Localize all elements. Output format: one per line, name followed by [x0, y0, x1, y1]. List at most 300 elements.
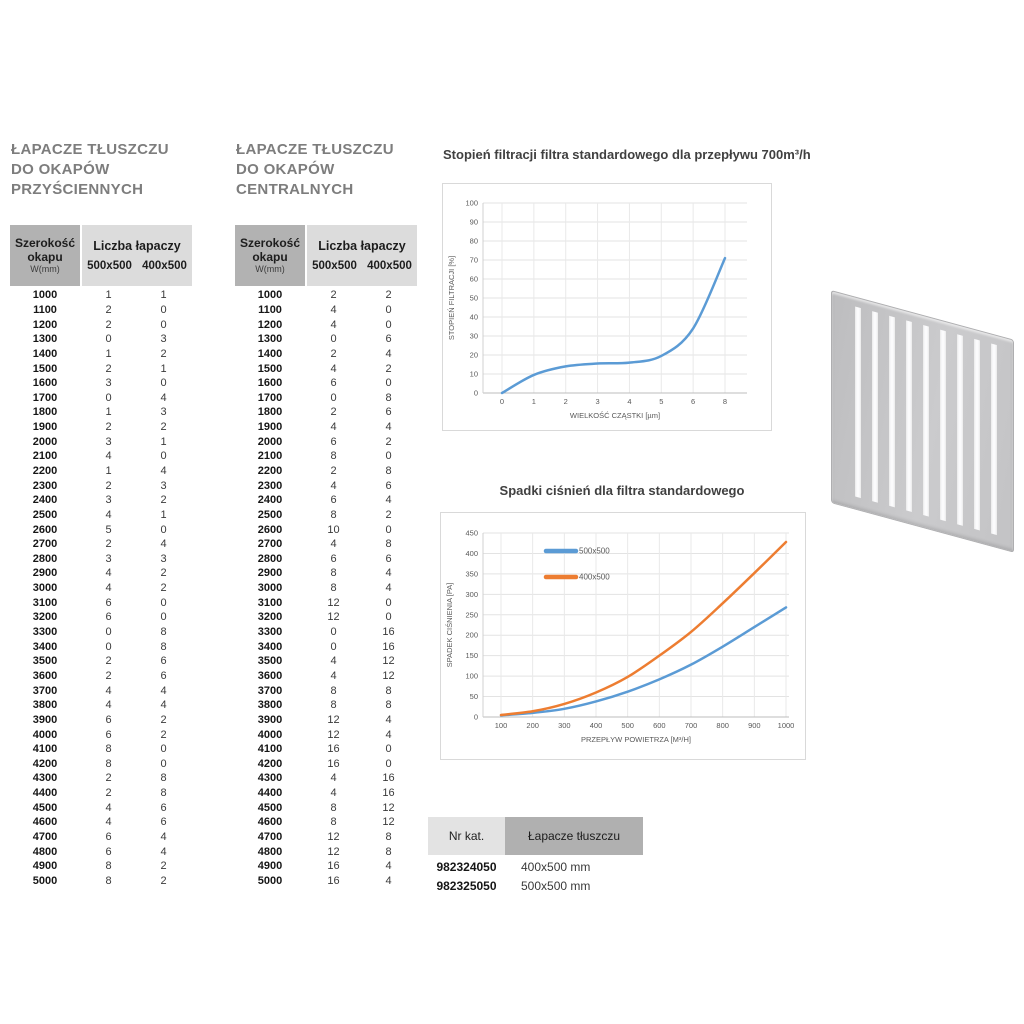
table-cell: 0: [385, 303, 392, 316]
table-row: [235, 669, 417, 684]
table-row: [10, 376, 192, 391]
table-cell: 2: [105, 669, 112, 682]
chart-text: 1000: [777, 721, 795, 730]
table-cell: 0: [330, 626, 337, 639]
table-row: [235, 552, 417, 567]
table-cell: 3500: [257, 655, 283, 668]
table-row: [10, 727, 192, 742]
table-cell: 4: [105, 450, 112, 463]
table-cell: 4: [385, 874, 392, 887]
table-cell: 2: [385, 508, 392, 521]
table-cell: 2: [330, 289, 337, 302]
chart-text: 0: [499, 397, 505, 406]
table-cell: 4: [330, 772, 337, 785]
table-cell: 12: [327, 845, 340, 858]
table-row: [10, 683, 192, 698]
table-cell: 3: [160, 406, 167, 419]
table-cell: 1900: [257, 421, 283, 434]
header-text: W(mm): [255, 264, 285, 274]
catalog-number: 982324050: [436, 859, 497, 874]
pressure-drop-chart-svg: [441, 513, 805, 759]
table-row: [10, 815, 192, 830]
table-cell: 0: [160, 450, 167, 463]
chart-text: 800: [716, 721, 729, 730]
table-cell: 2: [160, 713, 167, 726]
table-row: [10, 859, 192, 874]
table-cell: 4100: [257, 743, 283, 756]
table-cell: 4600: [32, 816, 58, 829]
table-row: [235, 405, 417, 420]
table-row: [10, 420, 192, 435]
table-row: [235, 493, 417, 508]
table-cell: 4200: [257, 757, 283, 770]
table-row: [10, 830, 192, 845]
table-cell: 2: [105, 772, 112, 785]
table-cell: 0: [385, 596, 392, 609]
table-cell: 1600: [32, 377, 58, 390]
table-cell: 2: [160, 582, 167, 595]
series-line: [502, 258, 725, 393]
table-cell: 1400: [257, 347, 283, 360]
table-row: [235, 683, 417, 698]
table-cell: 4300: [32, 772, 58, 785]
chart-text: 700: [684, 721, 698, 730]
table-cell: 5000: [32, 874, 58, 887]
table-cell: 8: [160, 640, 167, 653]
table-cell: 5000: [257, 874, 283, 887]
chart-text: 90: [469, 217, 478, 227]
table-row: [235, 713, 417, 728]
table-cell: 0: [385, 757, 392, 770]
table-row: [235, 815, 417, 830]
table-cell: 1: [160, 435, 167, 448]
table-cell: 3900: [257, 713, 283, 726]
table-cell: 4: [105, 801, 112, 814]
table-row: [235, 859, 417, 874]
table-cell: 3000: [257, 582, 283, 595]
chart-text: 0: [473, 712, 478, 722]
table-cell: 1000: [257, 289, 283, 302]
table-cell: 6: [385, 552, 392, 565]
table-cell: 2400: [32, 494, 58, 507]
table-cell: 4: [160, 538, 167, 551]
table-cell: 1100: [33, 303, 57, 316]
table-cell: 0: [160, 523, 167, 536]
table-cell: 6: [160, 816, 167, 829]
table-cell: 8: [160, 626, 167, 639]
chart-text: 200: [526, 721, 539, 730]
table-cell: 2600: [32, 523, 58, 536]
chart-text: STOPIEŃ FILTRACJI [%]: [447, 255, 456, 341]
width-column-header: [10, 225, 80, 286]
table-cell: 3800: [32, 699, 58, 712]
central-table-title: [236, 140, 394, 200]
central-table-header: [235, 225, 417, 286]
table-cell: 3500: [32, 655, 58, 668]
table-row: [10, 522, 192, 537]
table-cell: 1300: [32, 333, 58, 346]
chart-text: 400: [465, 548, 478, 558]
table-cell: 2300: [32, 479, 58, 492]
table-cell: 3: [160, 552, 167, 565]
table-cell: 2200: [257, 465, 283, 477]
table-cell: 6: [160, 801, 167, 814]
count-column-header: [82, 225, 192, 286]
table-cell: 4: [330, 318, 337, 331]
table-cell: 0: [160, 611, 167, 624]
table-cell: 2: [385, 289, 392, 302]
table-cell: 16: [382, 772, 395, 785]
table-row: [10, 552, 192, 567]
table-cell: 3900: [32, 713, 58, 726]
table-row: [235, 581, 417, 596]
catalog-header-nr-kat: Nr kat.: [428, 817, 505, 855]
table-cell: 0: [105, 640, 112, 653]
table-cell: 1: [105, 347, 112, 360]
table-row: [235, 420, 417, 435]
table-cell: 6: [385, 479, 392, 492]
table-cell: 4100: [32, 743, 58, 756]
table-cell: 4: [330, 303, 337, 316]
table-row: [235, 434, 417, 449]
table-row: [235, 800, 417, 815]
table-cell: 0: [160, 596, 167, 609]
table-cell: 2: [160, 567, 167, 580]
catalog-row: [428, 878, 643, 893]
table-cell: 8: [330, 508, 337, 521]
table-cell: 6: [105, 611, 112, 624]
table-cell: 8: [105, 743, 112, 756]
chart-text: 200: [465, 630, 478, 640]
table-cell: 8: [330, 816, 337, 829]
table-row: [10, 844, 192, 859]
table-row: [235, 361, 417, 376]
table-row: [235, 610, 417, 625]
table-cell: 1200: [257, 318, 283, 331]
table-cell: 6: [330, 494, 337, 507]
table-cell: 3: [105, 377, 112, 390]
table-cell: 2: [330, 465, 337, 477]
table-cell: 6: [330, 435, 337, 448]
chart-text: 300: [558, 721, 571, 730]
table-cell: 3400: [32, 640, 58, 653]
table-cell: 2: [105, 421, 112, 434]
table-cell: 2000: [257, 435, 283, 448]
chart-text: 3: [595, 397, 600, 406]
table-cell: 2: [105, 538, 112, 551]
subheader-500x500: 500x500: [312, 260, 357, 272]
table-cell: 3200: [32, 611, 58, 624]
table-cell: 1800: [32, 406, 58, 419]
wall-table-header: [10, 225, 192, 286]
table-cell: 8: [385, 684, 392, 697]
table-cell: 4: [160, 845, 167, 858]
table-cell: 8: [330, 699, 337, 712]
table-cell: 4000: [32, 728, 58, 741]
table-row: [10, 654, 192, 669]
table-row: [235, 757, 417, 772]
table-cell: 1: [105, 406, 112, 419]
table-cell: 3600: [32, 669, 58, 682]
catalog-table: [428, 817, 643, 893]
filter-panel-body: [831, 290, 1014, 553]
table-cell: 2900: [257, 567, 283, 580]
table-row: [10, 434, 192, 449]
table-cell: 6: [330, 377, 337, 390]
table-cell: 0: [385, 523, 392, 536]
table-cell: 1600: [257, 377, 283, 390]
table-row: [10, 698, 192, 713]
table-cell: 8: [105, 874, 112, 887]
table-cell: 4: [160, 391, 167, 404]
table-row: [235, 522, 417, 537]
table-cell: 2500: [32, 508, 58, 521]
table-cell: 4: [385, 713, 392, 726]
table-cell: 4: [330, 479, 337, 492]
table-cell: 0: [160, 757, 167, 770]
series-line-400x500: [501, 542, 786, 715]
table-cell: 3: [160, 333, 167, 346]
table-row: [10, 537, 192, 552]
title-line: DO OKAPÓW: [11, 161, 110, 178]
table-cell: 8: [330, 801, 337, 814]
table-cell: 4: [385, 728, 392, 741]
table-cell: 2: [330, 406, 337, 419]
table-row: [10, 405, 192, 420]
table-cell: 3200: [257, 611, 283, 624]
table-cell: 2700: [32, 538, 58, 551]
chart-text: 80: [469, 236, 478, 246]
table-cell: 1: [105, 465, 112, 477]
table-cell: 6: [105, 831, 112, 844]
chart-text: 400x500: [579, 572, 610, 582]
table-row: [10, 361, 192, 376]
table-cell: 3: [105, 552, 112, 565]
series-line-500x500: [501, 607, 786, 715]
table-cell: 12: [382, 816, 395, 829]
chart-text: 2: [563, 397, 568, 406]
header-text: Szerokość: [14, 236, 76, 250]
table-cell: 4200: [32, 757, 58, 770]
header-text: okapu: [252, 250, 288, 264]
table-row: [10, 390, 192, 405]
table-cell: 2200: [32, 465, 58, 477]
table-cell: 3: [160, 479, 167, 492]
table-cell: 4: [385, 421, 392, 434]
table-cell: 8: [385, 538, 392, 551]
table-row: [10, 742, 192, 757]
table-cell: 8: [330, 567, 337, 580]
table-cell: 3800: [257, 699, 283, 712]
table-cell: 2900: [32, 567, 58, 580]
table-cell: 4800: [32, 845, 58, 858]
subheader-400x500: 400x500: [142, 260, 187, 272]
chart-text: 100: [465, 198, 478, 208]
table-cell: 2: [160, 728, 167, 741]
table-cell: 4: [330, 362, 337, 375]
table-cell: 5: [105, 523, 112, 536]
table-row: [235, 390, 417, 405]
table-row: [10, 874, 192, 889]
chart-text: 100: [465, 671, 478, 681]
table-cell: 16: [327, 860, 340, 873]
table-cell: 2: [105, 479, 112, 492]
table-cell: 4000: [257, 728, 283, 741]
table-row: [10, 478, 192, 493]
table-cell: 2100: [32, 450, 58, 463]
table-row: [10, 288, 192, 303]
table-cell: 0: [385, 318, 392, 331]
table-row: [10, 786, 192, 801]
table-row: [235, 742, 417, 757]
chart-text: 600: [653, 721, 666, 730]
table-cell: 6: [105, 728, 112, 741]
table-cell: 12: [327, 713, 340, 726]
table-cell: 0: [385, 611, 392, 624]
subheader-500x500: 500x500: [87, 260, 132, 272]
table-cell: 2: [160, 494, 167, 507]
table-cell: 3: [105, 494, 112, 507]
table-cell: 1100: [258, 303, 282, 316]
table-cell: 4: [330, 787, 337, 800]
table-cell: 12: [327, 611, 340, 624]
header-text: Liczba łapaczy: [93, 239, 181, 253]
table-cell: 4400: [32, 787, 58, 800]
table-row: [235, 595, 417, 610]
table-cell: 4: [160, 699, 167, 712]
table-cell: 3000: [32, 582, 58, 595]
chart-text: 350: [465, 569, 478, 579]
catalog-size: 500x500 mm: [521, 878, 591, 893]
table-cell: 2: [160, 347, 167, 360]
table-cell: 1800: [257, 406, 283, 419]
table-cell: 1400: [32, 347, 58, 360]
table-cell: 2800: [257, 552, 283, 565]
table-cell: 0: [330, 333, 337, 346]
table-cell: 3100: [32, 596, 58, 609]
table-cell: 12: [382, 655, 395, 668]
header-text: W(mm): [30, 264, 60, 274]
table-row: [10, 669, 192, 684]
table-row: [10, 317, 192, 332]
table-cell: 4: [105, 816, 112, 829]
table-cell: 4600: [257, 816, 283, 829]
table-cell: 1000: [32, 289, 58, 302]
table-cell: 4: [330, 421, 337, 434]
table-cell: 1300: [257, 333, 283, 346]
chart-text: 5: [659, 397, 664, 406]
table-cell: 2: [105, 362, 112, 375]
pressure-drop-chart: [440, 512, 806, 760]
table-row: [235, 786, 417, 801]
table-cell: 2: [385, 435, 392, 448]
table-cell: 2: [160, 860, 167, 873]
table-cell: 0: [105, 333, 112, 346]
table-cell: 16: [382, 626, 395, 639]
table-row: [10, 625, 192, 640]
table-cell: 16: [327, 757, 340, 770]
table-row: [235, 654, 417, 669]
table-cell: 4: [385, 347, 392, 360]
table-cell: 0: [330, 640, 337, 653]
chart-text: 400: [589, 721, 603, 730]
table-cell: 6: [385, 333, 392, 346]
table-cell: 2300: [257, 479, 283, 492]
chart-text: 150: [465, 651, 478, 661]
table-row: [10, 800, 192, 815]
chart-text: 50: [469, 293, 478, 303]
table-cell: 1700: [32, 391, 58, 404]
filtration-chart-title: Stopień filtracji filtra standardowego dla przepływu 700m³/h: [443, 147, 811, 162]
table-cell: 4: [160, 684, 167, 697]
chart-text: 50: [469, 692, 478, 702]
table-row: [10, 566, 192, 581]
chart-text: 70: [469, 255, 478, 265]
table-cell: 4700: [32, 831, 58, 844]
table-row: [10, 347, 192, 362]
table-row: [10, 493, 192, 508]
table-cell: 8: [330, 582, 337, 595]
table-row: [235, 625, 417, 640]
table-cell: 0: [160, 318, 167, 331]
table-row: [235, 844, 417, 859]
chart-text: 60: [469, 274, 478, 284]
header-text: okapu: [27, 250, 63, 264]
pressure-chart-title: Spadki ciśnień dla filtra standardowego: [499, 483, 745, 498]
title-line: ŁAPACZE TŁUSZCZU: [11, 141, 169, 158]
table-cell: 2100: [257, 450, 283, 463]
filtration-chart: [442, 183, 772, 431]
table-row: [235, 771, 417, 786]
filtration-chart-svg: [443, 184, 771, 430]
table-row: [10, 771, 192, 786]
chart-text: 250: [465, 610, 478, 620]
table-cell: 2600: [257, 523, 283, 536]
table-cell: 8: [105, 757, 112, 770]
chart-text: WIELKOŚĆ CZĄSTKI [µm]: [569, 411, 661, 420]
table-cell: 4: [105, 699, 112, 712]
table-row: [10, 508, 192, 523]
table-cell: 4: [105, 582, 112, 595]
table-cell: 4: [330, 538, 337, 551]
table-cell: 0: [385, 450, 392, 463]
chart-text: 300: [465, 589, 478, 599]
chart-text: 10: [469, 369, 478, 379]
table-cell: 2400: [257, 494, 283, 507]
table-cell: 2: [105, 787, 112, 800]
table-cell: 2: [330, 347, 337, 360]
table-cell: 16: [327, 874, 340, 887]
table-cell: 8: [330, 684, 337, 697]
table-cell: 2: [105, 318, 112, 331]
table-cell: 1500: [32, 362, 58, 375]
table-cell: 4300: [257, 772, 283, 785]
table-row: [10, 713, 192, 728]
table-cell: 12: [327, 596, 340, 609]
table-row: [235, 332, 417, 347]
table-row: [235, 830, 417, 845]
table-cell: 12: [327, 728, 340, 741]
table-cell: 3300: [32, 626, 58, 639]
table-cell: 4700: [257, 831, 283, 844]
table-row: [10, 581, 192, 596]
header-text: Liczba łapaczy: [318, 239, 406, 253]
header-text: Szerokość: [239, 236, 301, 250]
count-column-header: [307, 225, 417, 286]
chart-text: 500x500: [579, 546, 610, 556]
table-cell: 4: [105, 684, 112, 697]
title-line: PRZYŚCIENNYCH: [11, 181, 144, 198]
